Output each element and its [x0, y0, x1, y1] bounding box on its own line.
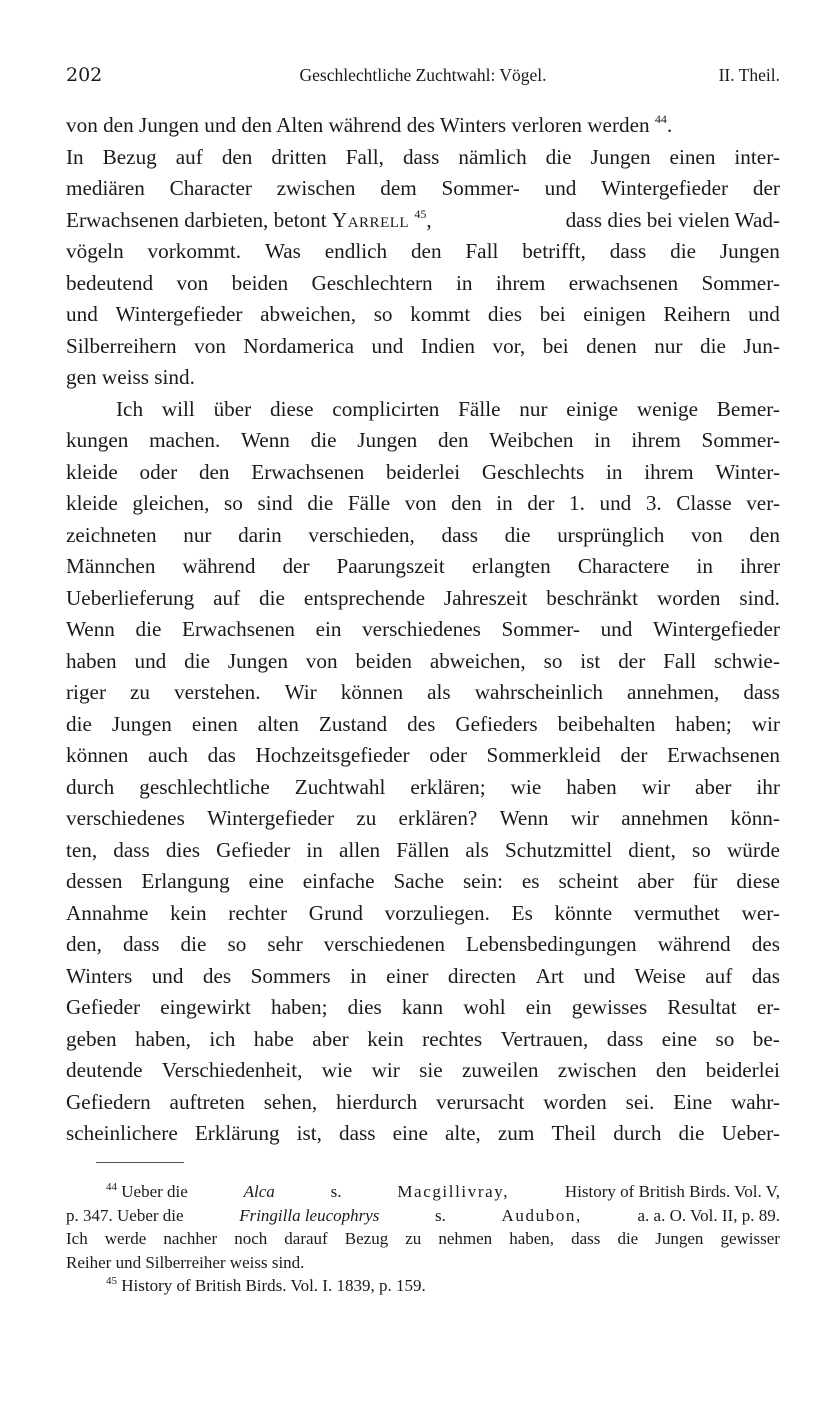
footnote-ref-45: 45 [414, 206, 427, 221]
text-line: Wenn die Erwachsenen ein verschiedenes Sommer- und Wintergefieder [66, 617, 780, 641]
text-line: mediären Character zwischen dem Sommer- und Wintergefieder der [66, 176, 780, 200]
body-text [66, 110, 780, 1150]
text-line: deutende Verschiedenheit, wie wir sie zuweilen zwischen den beiderlei [66, 1058, 780, 1082]
page-header [66, 62, 780, 88]
text-line: Erwachsenen darbieten, betont Yarrell $^{45}$, dass dies bei vielen Wad- [66, 206, 780, 232]
part-label: II. Theil. [718, 65, 780, 85]
text-line: haben und die Jungen von beiden abweichen, so ist der Fall schwie- [66, 648, 780, 673]
text-line: scheinlichere Erklärung ist, dass eine alte, zum Theil durch die Ueber- [66, 1121, 780, 1145]
footnote-44: $^{44}$ Ueber die Alca s. Macgillivray, History of British Birds. Vol. V, [106, 1181, 780, 1201]
footnote-ref-44: 44 [654, 112, 667, 126]
footnote-divider [96, 1162, 184, 1163]
text-line: vögeln vorkommt. Was endlich den Fall betrifft, dass die Jungen [66, 239, 780, 263]
text-line: können auch das Hochzeitsgefieder oder Sommerkleid der Erwachsenen [66, 743, 780, 767]
paragraph-start: Ich will über diese complicirten Fälle nur einige wenige Bemer- [116, 396, 780, 421]
text-line: Gefiedern auftreten sehen, hierdurch verursacht worden sei. Eine wahr- [66, 1089, 780, 1114]
text-line: In Bezug auf den dritten Fall, dass nämlich die Jungen einen inter- [66, 144, 780, 169]
text-line: Gefieder eingewirkt haben; dies kann wohl ein gewisses Resultat er- [66, 995, 780, 1019]
text-line: Silberreihern von Nordamerica und Indien vor, bei denen nur die Jun- [66, 333, 780, 358]
footnote-line: p. 347. Ueber die Fringilla leucophrys s. Audubon, a. a. O. Vol. II, p. 89. [66, 1205, 780, 1225]
text-line: kungen machen. Wenn die Jungen den Weibchen in ihrem Sommer- [66, 428, 780, 452]
text-line: gen weiss sind. [66, 365, 195, 389]
text-line: Ueberlieferung auf die entsprechende Jahreszeit beschränkt worden sind. [66, 585, 780, 610]
text-line: kleide gleichen, so sind die Fälle von den in der 1. und 3. Classe ver- [66, 491, 780, 515]
running-title: Geschlechtliche Zuchtwahl: Vögel. [299, 65, 547, 85]
page-number: 202 [66, 64, 103, 86]
text-line: und Wintergefieder abweichen, so kommt dies bei einigen Reihern und [66, 302, 780, 326]
text-line: bedeutend von beiden Geschlechtern in ihrem erwachsenen Sommer- [66, 270, 780, 295]
text-line: durch geschlechtliche Zuchtwahl erklären; wie haben wir aber ihr [66, 774, 780, 799]
footnote-line: Ich werde nachher noch darauf Bezug zu nehmen haben, dass die Jungen gewisser [66, 1229, 780, 1248]
text-line: Winters und des Sommers in einer directen Art und Weise auf das [66, 963, 780, 988]
footnote-marker: 45 [106, 1275, 117, 1287]
text-line: kleide oder den Erwachsenen beiderlei Geschlechts in ihrem Winter- [66, 459, 780, 484]
author-yarrell: Yarrell [331, 207, 410, 232]
text-line: den, dass die so sehr verschiedenen Lebensbedingungen während des [66, 932, 780, 956]
text-line: die Jungen einen alten Zustand des Gefieders beibehalten haben; wir [66, 711, 780, 736]
footnote-line: Reiher und Silberreiher weiss sind. [66, 1252, 305, 1272]
text-line: zeichneten nur darin verschieden, dass die ursprünglich von den [66, 522, 780, 547]
text-line: Männchen während der Paarungszeit erlangten Charactere in ihrer [66, 554, 780, 578]
text-line: dessen Erlangung eine einfache Sache sein: es scheint aber für diese [66, 869, 780, 893]
text-line: Annahme kein rechter Grund vorzuliegen. Es könnte vermuthet wer- [66, 900, 780, 925]
text-line: geben haben, ich habe aber kein rechtes Vertrauen, dass eine so be- [66, 1026, 780, 1051]
text-line: von den Jungen und den Alten während des Winters verloren werden $^{44}$. [66, 112, 673, 137]
text-line: verschiedenes Wintergefieder zu erklären? Wenn wir annehmen könn- [66, 806, 780, 830]
footnotes [66, 1180, 780, 1298]
footnote-45: $^{45}$ History of British Birds. Vol. I. 1839, p. 159. [106, 1275, 426, 1295]
text-line: ten, dass dies Gefieder in allen Fällen als Schutzmittel dient, so würde [66, 837, 780, 862]
text-line: riger zu verstehen. Wir können als wahrscheinlich annehmen, dass [66, 680, 780, 704]
footnote-marker: 44 [106, 1181, 117, 1193]
